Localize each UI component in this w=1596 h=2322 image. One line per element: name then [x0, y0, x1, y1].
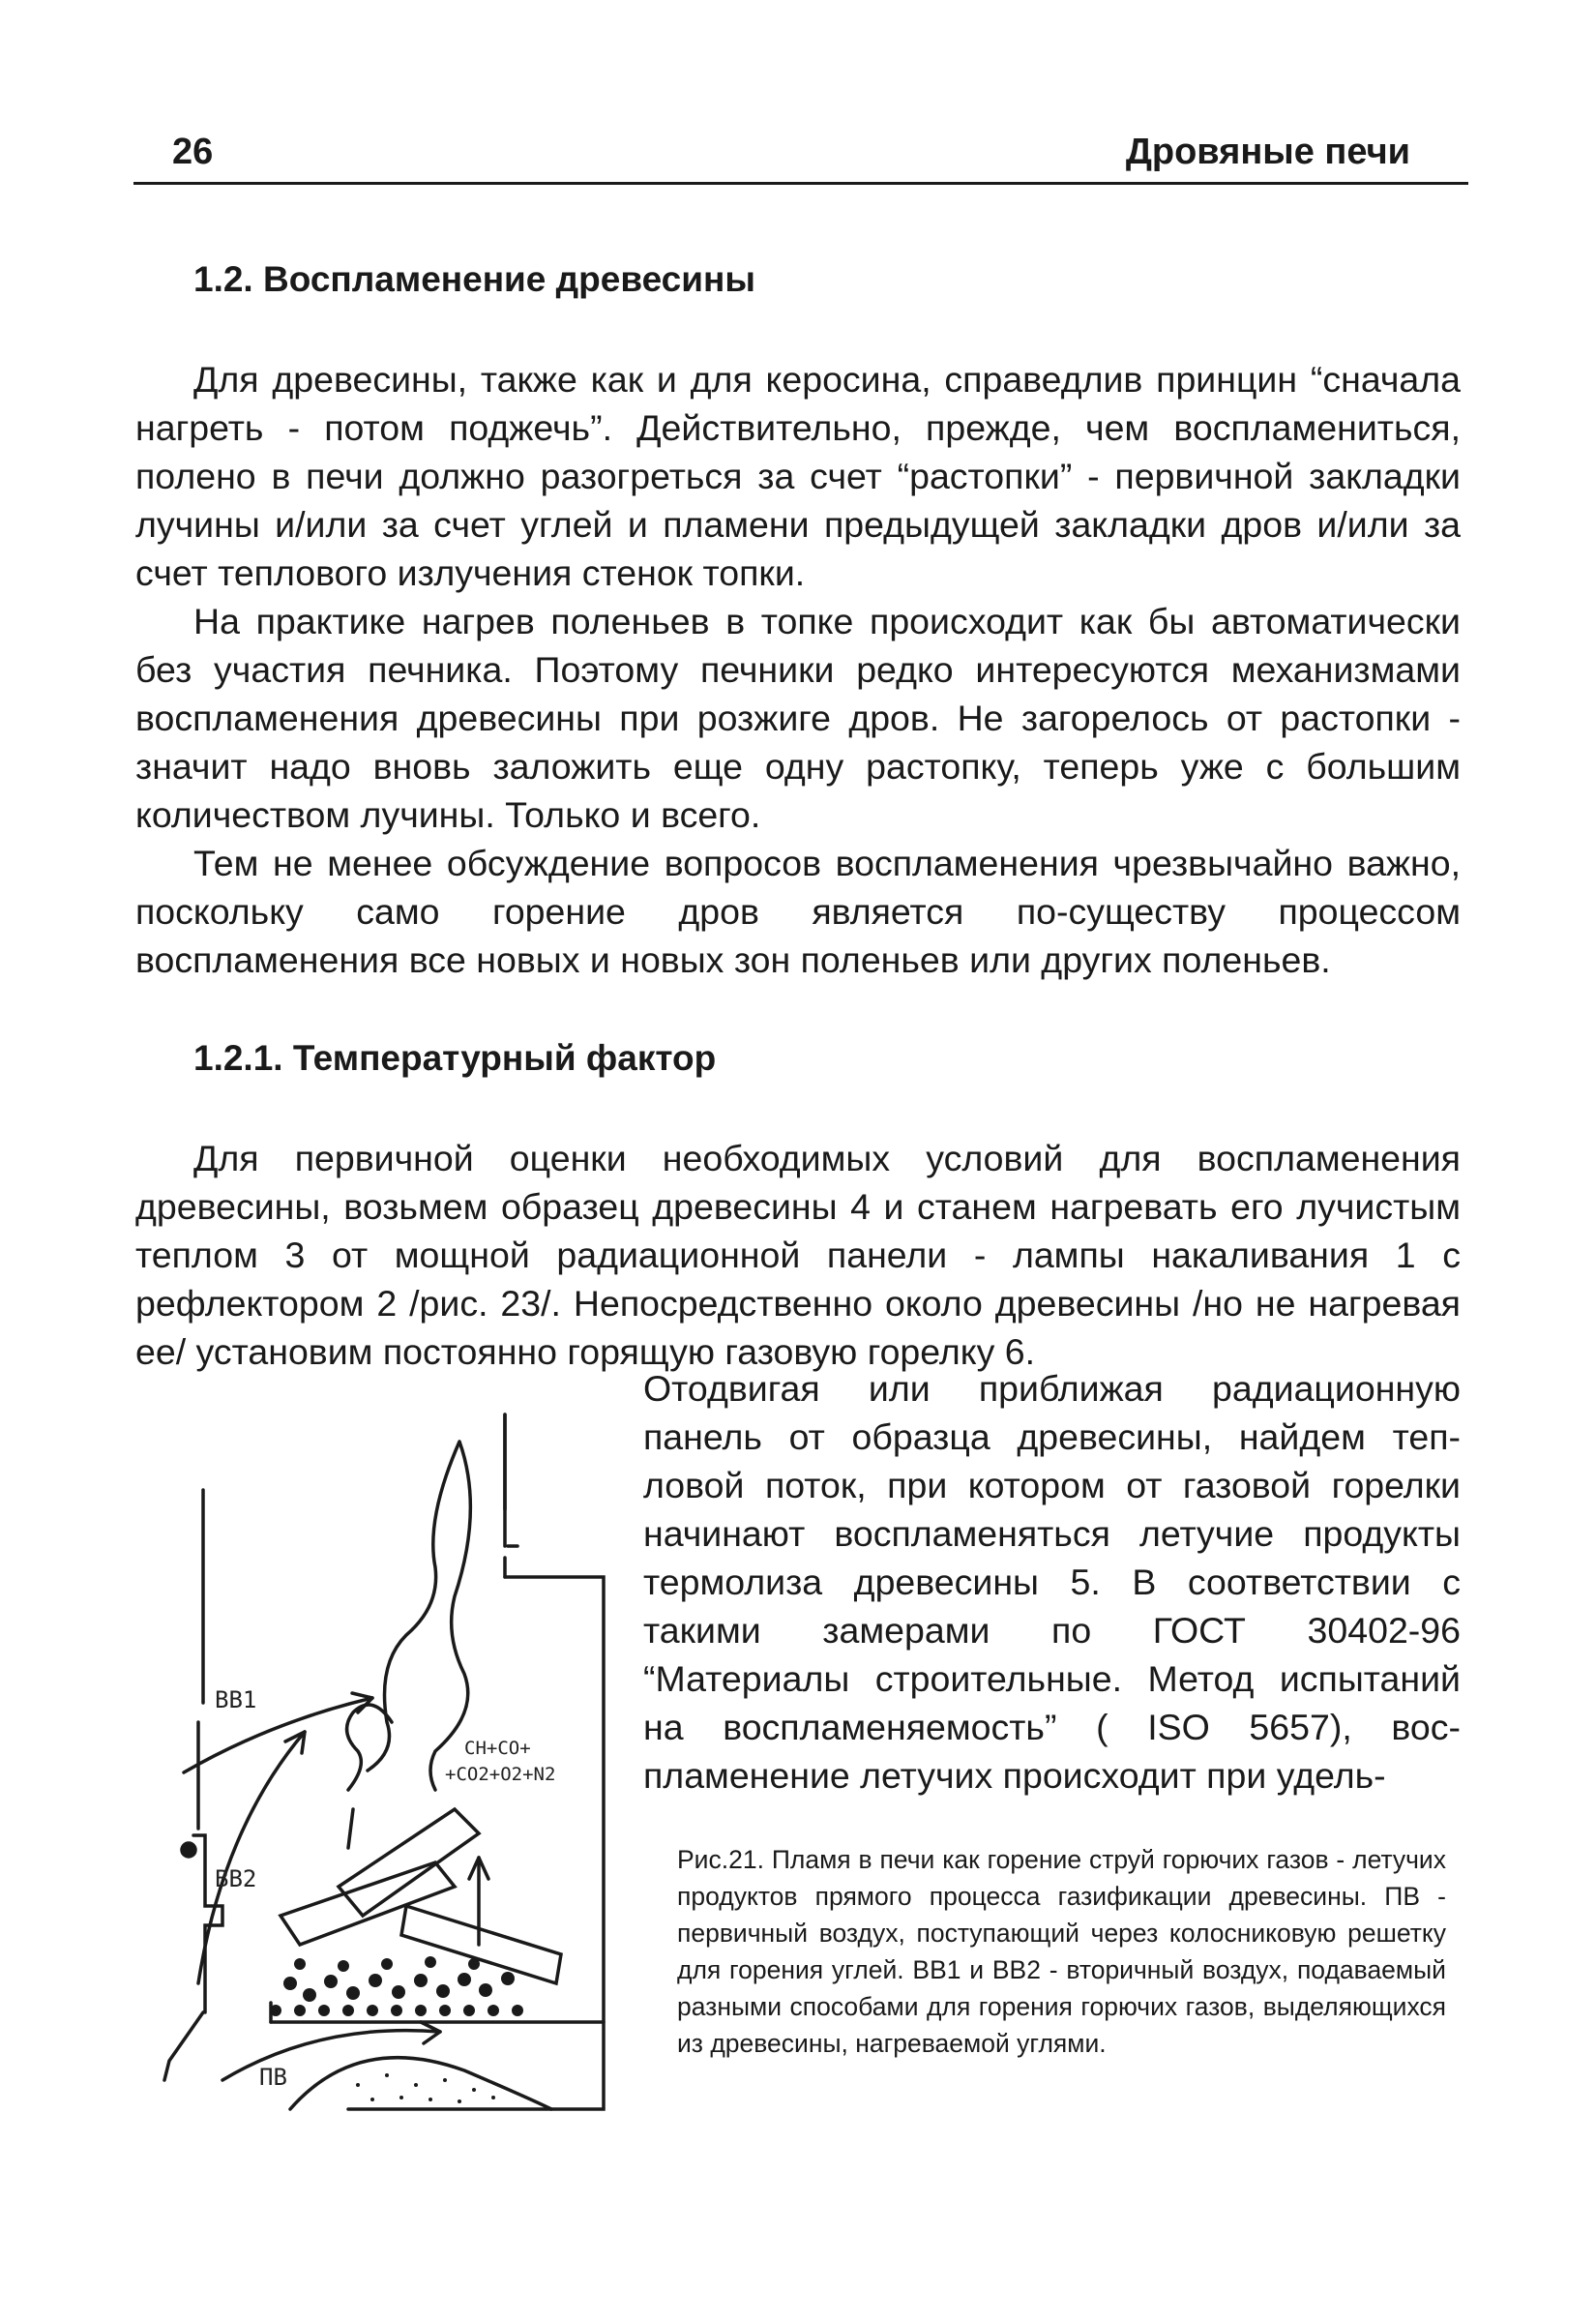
section-heading-1-2: 1.2. Воспламенение древесины — [193, 259, 755, 299]
page-number: 26 — [172, 132, 214, 172]
paragraph: Тем не менее обсуждение вопросов воспламенения чрезвычайно важно, поскольку само горение дров является по-существу процессом воспламенения все новых и новых зон поленьев или других поленьев. — [135, 843, 1461, 980]
stove-wall-right — [348, 1414, 604, 2109]
label-bb1: ВВ1 — [215, 1686, 257, 1713]
flame-outline — [368, 1442, 470, 1790]
ash-dots — [356, 2073, 495, 2103]
bb1-arrow — [184, 1698, 372, 1772]
log — [281, 1862, 455, 1945]
section-1-2-1-body — [135, 1134, 1461, 1376]
paragraph: На практике нагрев поленьев в топке происходит как бы автоматически без участия печника. Поэтому печники редко интересуются механизмами воспламенения древесины при розжиге дров. Не загорелось от растопки - значит надо вновь заложить еще одну растопку, теперь уже с большим количеством лучины. Только и всего. — [135, 601, 1461, 835]
log — [401, 1906, 561, 1983]
label-formula-line1: CH+CO+ — [464, 1738, 531, 1759]
running-title: Дровяные печи — [1125, 132, 1410, 172]
label-pb: ПВ — [259, 2064, 287, 2091]
paragraph: Для древесины, также как и для керосина, справедлив принцин “сначала нагреть - потом поджечь”. Действительно, прежде, чем воспламениться, полено в печи должно разогреться за счет “растопки” - первичной закладки лучины и/или за счет углей и пламени предыдущей закладки дров и/или за счет теплового излучения стенок топки. — [135, 359, 1461, 593]
coal-bed — [270, 1956, 523, 2016]
stove-flame-figure — [145, 1403, 609, 2128]
ash-pile — [290, 2058, 551, 2109]
label-formula-line2: +CO2+O2+N2 — [445, 1764, 556, 1785]
section-1-2-body — [135, 355, 1461, 984]
log — [339, 1809, 479, 1916]
stove-diagram — [145, 1403, 609, 2128]
gas-arrow — [348, 1809, 353, 1848]
wrapped-paragraph: Отодвигая или приближая радиационную панель от образца древесины, найдем тепловой поток, при котором от газовой горелки начинают воспламеняться летучие продукты термолиза древесины 5. В соответствии с такими замерами по ГОСТ 30402-96 “Материалы строительные. Метод испытаний на воспламеняемость” ( ISO 5657), воспламенение летучих происходит при удель- — [643, 1368, 1461, 1796]
section-heading-1-2-1: 1.2.1. Температурный фактор — [193, 1038, 717, 1078]
label-bb2: ВВ2 — [215, 1865, 257, 1892]
figure-caption: Рис.21. Пламя в печи как горение струй горючих газов - летучих продуктов прямого процесса газификации древесины. ПВ - первичный воздух, поступающий через колосниковую решетку для горения углей. ВВ1 и ВВ2 - вторичный воздух, подаваемый разными способами для горения горючих газов, выделяющихся из древесины, нагреваемой углями. — [677, 1845, 1446, 2058]
pb-arrow — [222, 2031, 440, 2080]
paragraph: Для первичной оценки необходимых условий для воспламенения древесины, возьмем образец древесины 4 и станем нагревать его лучистым теплом 3 от мощной радиационной панели - лампы накаливания 1 с рефлектором 2 /рис. 23/. Непосредственно около древесины /но не нагревая ее/ установим постоянно горящую газовую горелку 6. — [135, 1138, 1461, 1372]
bb2-arrow — [198, 1732, 305, 1983]
page-header — [133, 128, 1468, 185]
